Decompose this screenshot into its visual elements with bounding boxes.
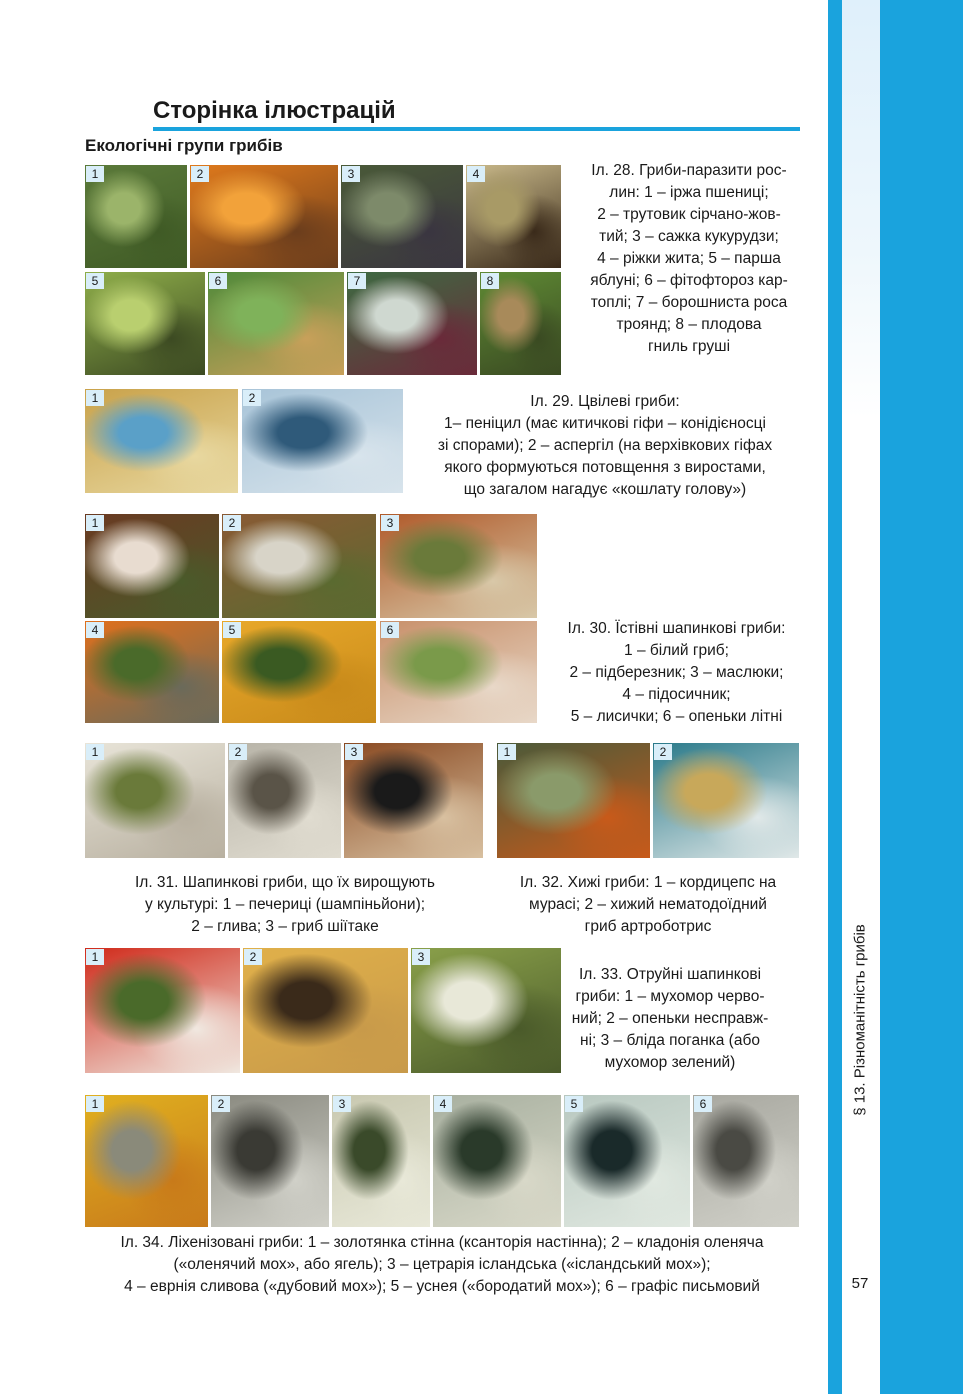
photo-28-6 <box>208 272 344 375</box>
caption-line: ні; 3 – бліда поганка (або <box>580 1032 760 1049</box>
photo-number: 6 <box>694 1096 712 1112</box>
side-bar-blue <box>880 0 963 1394</box>
photo-number: 6 <box>209 273 227 289</box>
caption-il34 <box>85 1232 799 1298</box>
caption-line: гриби: 1 – мухомор черво- <box>575 988 765 1005</box>
photo-32-1 <box>497 743 650 858</box>
caption-line: троянд; 8 – плодова <box>616 316 762 333</box>
photo-29-2 <box>242 389 403 493</box>
caption-line: 5 – лисички; 6 – опеньки літні <box>570 708 783 725</box>
photo-30-5 <box>222 621 376 723</box>
photo-28-1 <box>85 165 187 268</box>
photo-number: 1 <box>498 744 516 760</box>
caption-line: 2 – трутовик сірчано-жов- <box>597 206 781 223</box>
photo-31-3 <box>344 743 483 858</box>
photo-33-1 <box>85 948 240 1073</box>
page-title: Сторінка ілюстрацій <box>153 97 396 124</box>
caption-il31 <box>90 872 480 938</box>
photo-number: 4 <box>86 622 104 638</box>
caption-line: 4 – підосичник; <box>622 686 731 703</box>
caption-line: мухомор зелений) <box>604 1054 736 1071</box>
caption-line: Іл. 31. Шапинкові гриби, що їх вирощують <box>134 874 436 891</box>
photo-30-2 <box>222 514 376 618</box>
photo-number: 1 <box>86 744 104 760</box>
photo-32-2 <box>653 743 799 858</box>
photo-33-3 <box>411 948 561 1073</box>
caption-line: тий; 3 – сажка кукурудзи; <box>599 228 779 245</box>
photo-number: 1 <box>86 949 104 965</box>
photo-30-3 <box>380 514 537 618</box>
photo-34-6 <box>693 1095 799 1227</box>
caption-line: 1 – білий гриб; <box>624 642 729 659</box>
photo-33-2 <box>243 948 408 1073</box>
caption-line: Іл. 34. Ліхенізовані гриби: 1 – золотянка стінна (ксанторія настінна); 2 – кладонія оленяча <box>120 1234 764 1251</box>
photo-28-2 <box>190 165 338 268</box>
caption-line: 1– пеніцил (має китичкові гіфи – конідієносці <box>444 415 766 432</box>
photo-29-1 <box>85 389 238 493</box>
photo-number: 6 <box>381 622 399 638</box>
photo-34-1 <box>85 1095 208 1227</box>
caption-line: зі спорами); 2 – аспергіл (на верхівкових гіфах <box>437 437 773 454</box>
caption-line: Іл. 32. Хижі гриби: 1 – кордицепс на <box>519 874 777 891</box>
caption-line: 2 – глива; 3 – гриб шіїтаке <box>191 918 379 935</box>
caption-il33 <box>570 964 770 1074</box>
photo-number: 2 <box>223 515 241 531</box>
caption-line: Іл. 29. Цвілеві гриби: <box>530 393 680 410</box>
caption-line: 4 – ріжки жита; 5 – парша <box>597 250 781 267</box>
caption-line: що загалом нагадує «кошлату голову») <box>463 481 747 498</box>
photo-34-2 <box>211 1095 329 1227</box>
photo-28-5 <box>85 272 205 375</box>
photo-30-4 <box>85 621 219 723</box>
caption-line: гриб артроботрис <box>584 918 712 935</box>
photo-30-6 <box>380 621 537 723</box>
photo-28-8 <box>480 272 561 375</box>
photo-number: 3 <box>342 166 360 182</box>
title-rule <box>153 127 800 131</box>
photo-number: 3 <box>381 515 399 531</box>
photo-31-1 <box>85 743 225 858</box>
photo-number: 5 <box>223 622 241 638</box>
photo-number: 2 <box>212 1096 230 1112</box>
caption-line: у культурі: 1 – печериці (шампіньйони); <box>144 896 426 913</box>
photo-number: 2 <box>654 744 672 760</box>
photo-number: 3 <box>345 744 363 760</box>
caption-line: Іл. 30. Їстівні шапинкові гриби: <box>567 620 786 637</box>
photo-34-5 <box>564 1095 690 1227</box>
page-number: 57 <box>851 1275 869 1292</box>
caption-il32 <box>497 872 799 938</box>
caption-line: ний; 2 – опеньки несправж- <box>571 1010 769 1027</box>
caption-line: 4 – еврнія сливова («дубовий мох»); 5 – уснея («бородатий мох»); 6 – графіс письмовий <box>124 1278 760 1295</box>
photo-number: 2 <box>244 949 262 965</box>
photo-number: 2 <box>243 390 261 406</box>
caption-line: Іл. 33. Отруйні шапинкові <box>578 966 762 983</box>
photo-number: 3 <box>412 949 430 965</box>
photo-34-4 <box>433 1095 561 1227</box>
caption-il28 <box>570 160 808 358</box>
photo-number: 4 <box>467 166 485 182</box>
photo-number: 8 <box>481 273 499 289</box>
photo-number: 5 <box>565 1096 583 1112</box>
photo-30-1 <box>85 514 219 618</box>
caption-line: («оленячий мох», або ягель); 3 – цетрарія ісландська («ісландський мох»); <box>173 1256 711 1273</box>
caption-il29 <box>410 391 800 501</box>
photo-28-3 <box>341 165 463 268</box>
side-caption: § 13. Різноманітність грибів <box>851 924 869 1116</box>
caption-line: Іл. 28. Гриби-паразити рос- <box>591 162 787 179</box>
caption-line: мурасі; 2 – хижий нематодоїдний <box>529 896 767 913</box>
photo-34-3 <box>332 1095 430 1227</box>
photo-number: 1 <box>86 390 104 406</box>
photo-number: 1 <box>86 166 104 182</box>
photo-number: 2 <box>191 166 209 182</box>
caption-il30 <box>545 618 808 728</box>
caption-line: яблуні; 6 – фітофтороз кар- <box>590 272 788 289</box>
photo-number: 3 <box>333 1096 351 1112</box>
photo-number: 1 <box>86 1096 104 1112</box>
photo-28-7 <box>347 272 477 375</box>
photo-number: 5 <box>86 273 104 289</box>
photo-number: 2 <box>229 744 247 760</box>
photo-number: 1 <box>86 515 104 531</box>
photo-number: 7 <box>348 273 366 289</box>
caption-line: топлі; 7 – борошниста роса <box>590 294 788 311</box>
photo-number: 4 <box>434 1096 452 1112</box>
caption-line: гниль груші <box>647 338 731 355</box>
photo-31-2 <box>228 743 341 858</box>
section-title: Екологічні групи грибів <box>85 136 283 155</box>
side-bar-stripe <box>828 0 842 1394</box>
caption-line: якого формуються потовщення з виростами, <box>444 459 766 476</box>
photo-28-4 <box>466 165 561 268</box>
caption-line: 2 – підберезник; 3 – маслюки; <box>569 664 784 681</box>
caption-line: лин: 1 – іржа пшениці; <box>609 184 769 201</box>
